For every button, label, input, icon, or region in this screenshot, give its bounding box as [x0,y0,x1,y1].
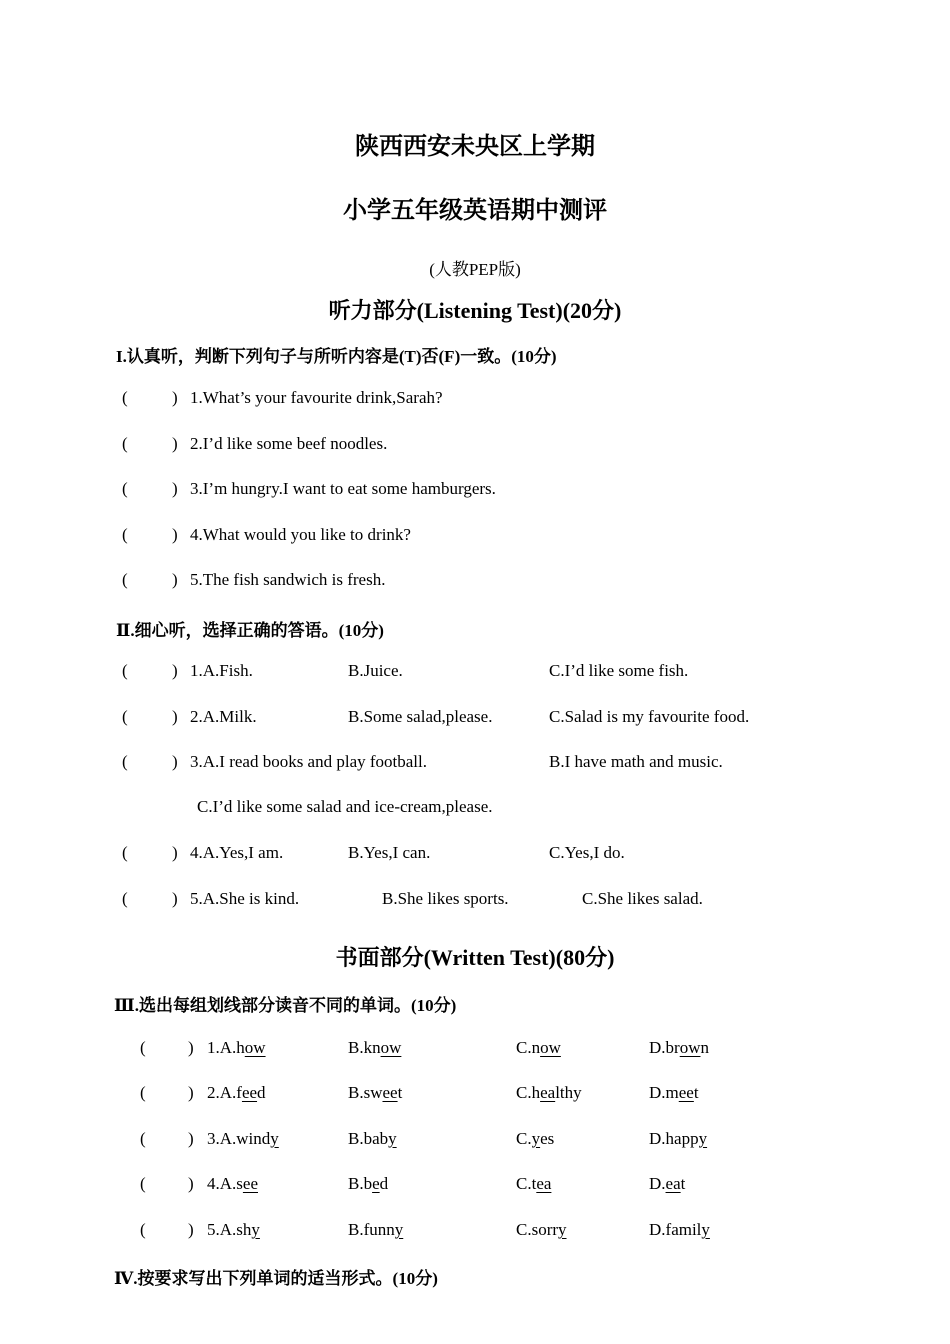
doc-title: 陕西西安未央区上学期 [355,134,595,160]
answer-blank-open[interactable]: ( [122,752,128,771]
word-stem: D.m [649,1083,679,1102]
listening-heading: 听力部分(Listening Test)(20分) [328,298,622,323]
word-stem: D.happ [649,1129,699,1148]
word-option [207,1220,260,1240]
word-stem: t [693,1083,699,1102]
answer-blank-open[interactable]: ( [140,1129,146,1148]
answer-blank-close: ) [172,843,178,862]
word-stem: C.h [516,1083,541,1102]
underlined-letters: y [388,1129,397,1148]
option-a: 3.A.I read books and play football. [190,752,427,771]
answer-blank-open[interactable]: ( [122,388,128,407]
answer-blank-open[interactable]: ( [122,707,128,726]
part3-instruction: Ⅲ.选出每组划线部分读音不同的单词。(10分) [114,996,457,1015]
word-option [649,1220,710,1240]
option-b: B.She likes sports. [382,889,509,908]
word-stem: 1.A.h [207,1038,245,1057]
option-a: 1.A.Fish. [190,661,253,680]
word-option [649,1038,709,1058]
word-stem: lthy [555,1083,582,1102]
underlined-letters: y [558,1220,567,1239]
answer-blank-close: ) [188,1083,194,1102]
word-option [207,1038,266,1058]
word-stem: D.br [649,1038,680,1057]
answer-blank-close: ) [172,889,178,908]
underlined-letters: ow [244,1038,266,1057]
answer-blank-close: ) [172,570,178,589]
answer-blank-open[interactable]: ( [140,1174,146,1193]
word-stem: B.kn [348,1038,381,1057]
word-stem: n [700,1038,709,1057]
answer-blank-close: ) [188,1038,194,1057]
option-c: C.Yes,I do. [549,843,625,862]
word-option [649,1174,685,1194]
option-c: C.Salad is my favourite food. [549,707,750,726]
answer-blank-close: ) [172,661,178,680]
word-option [207,1083,266,1103]
word-stem: B.sw [348,1083,383,1102]
underlined-letters: y [531,1129,541,1148]
underlined-letters: ee [678,1083,694,1102]
underlined-letters: y [394,1220,404,1239]
word-option [207,1129,279,1149]
part2-instruction: Ⅱ.细心听，选择正确的答语。(10分) [116,621,384,640]
answer-blank-open[interactable]: ( [122,479,128,498]
word-stem: d [257,1083,266,1102]
answer-blank-open[interactable]: ( [122,570,128,589]
answer-blank-close: ) [172,388,178,407]
written-heading: 书面部分(Written Test)(80分) [335,945,615,970]
underlined-letters: e [372,1174,380,1193]
word-stem: d [379,1174,389,1193]
underlined-letters: y [251,1220,260,1239]
option-b: B.Some salad,please. [348,707,493,726]
answer-blank-open[interactable]: ( [140,1083,146,1102]
option-a: 5.A.She is kind. [190,889,300,908]
answer-blank-close: ) [172,479,178,498]
answer-blank-close: ) [172,707,178,726]
underlined-letters: ea [536,1174,552,1193]
word-option [348,1220,403,1240]
word-option [649,1083,699,1103]
word-option [516,1083,582,1103]
word-stem: 2.A.f [207,1083,242,1102]
word-stem: es [540,1129,555,1148]
answer-blank-open[interactable]: ( [122,889,128,908]
part1-instruction: I.认真听，判断下列句子与所听内容是(T)否(F)一致。(10分) [116,347,557,366]
answer-blank-close: ) [188,1174,194,1193]
word-option [348,1174,388,1194]
answer-blank-close: ) [172,525,178,544]
word-option [207,1174,258,1194]
underlined-letters: ow [380,1038,402,1057]
item-text: 3.I’m hungry.I want to eat some hamburgers. [190,479,496,498]
option-b: B.I have math and music. [549,752,723,771]
word-option [516,1174,551,1194]
answer-blank-close: ) [188,1220,194,1239]
word-stem: B.funn [348,1220,395,1239]
answer-blank-open[interactable]: ( [140,1038,146,1057]
word-stem: t [397,1083,403,1102]
answer-blank-open[interactable]: ( [122,843,128,862]
answer-blank-close: ) [172,752,178,771]
word-option [348,1129,397,1149]
underlined-letters: ee [241,1083,258,1102]
word-option [516,1129,554,1149]
word-stem: C. [516,1129,532,1148]
word-stem: t [680,1174,686,1193]
underlined-letters: ee [242,1174,258,1193]
underlined-letters: ea [665,1174,681,1193]
edition-label: (人教PEP版) [429,260,521,279]
answer-blank-close: ) [188,1129,194,1148]
option-c: C.I’d like some fish. [549,661,689,680]
word-stem: 5.A.sh [207,1220,252,1239]
option-b: B.Juice. [348,661,403,680]
word-stem: C.t [516,1174,537,1193]
underlined-letters: y [701,1220,710,1239]
word-stem: D.famil [649,1220,702,1239]
item-text: 4.What would you like to drink? [190,525,411,544]
underlined-letters: ow [540,1038,561,1057]
answer-blank-close: ) [172,434,178,453]
underlined-letters: ee [382,1083,398,1102]
word-stem: C.sorr [516,1220,559,1239]
underlined-letters: ow [679,1038,701,1057]
answer-blank-open[interactable]: ( [122,525,128,544]
option-a: 4.A.Yes,I am. [190,843,284,862]
doc-subtitle: 小学五年级英语期中测评 [343,198,607,224]
answer-blank-open[interactable]: ( [122,434,128,453]
word-option [348,1083,402,1103]
option-c: C.I’d like some salad and ice-cream,please. [197,797,493,816]
word-stem: 4.A.s [207,1174,243,1193]
underlined-letters: y [270,1129,279,1148]
part4-instruction: Ⅳ.按要求写出下列单词的适当形式。(10分) [114,1269,438,1288]
underlined-letters: ea [540,1083,556,1102]
item-text: 5.The fish sandwich is fresh. [190,570,386,589]
word-stem: B.bab [348,1129,389,1148]
word-option [516,1220,567,1240]
underlined-letters: y [698,1129,708,1148]
word-stem: D. [649,1174,666,1193]
answer-blank-open[interactable]: ( [122,661,128,680]
answer-blank-open[interactable]: ( [140,1220,146,1239]
word-option [348,1038,401,1058]
word-option [516,1038,561,1058]
option-a: 2.A.Milk. [190,707,257,726]
word-stem: 3.A.wind [207,1129,271,1148]
option-b: B.Yes,I can. [348,843,431,862]
item-text: 2.I’d like some beef noodles. [190,434,388,453]
item-text: 1.What’s your favourite drink,Sarah? [190,388,443,407]
word-stem: B.b [348,1174,373,1193]
option-c: C.She likes salad. [582,889,703,908]
word-stem: C.n [516,1038,541,1057]
word-option [649,1129,707,1149]
